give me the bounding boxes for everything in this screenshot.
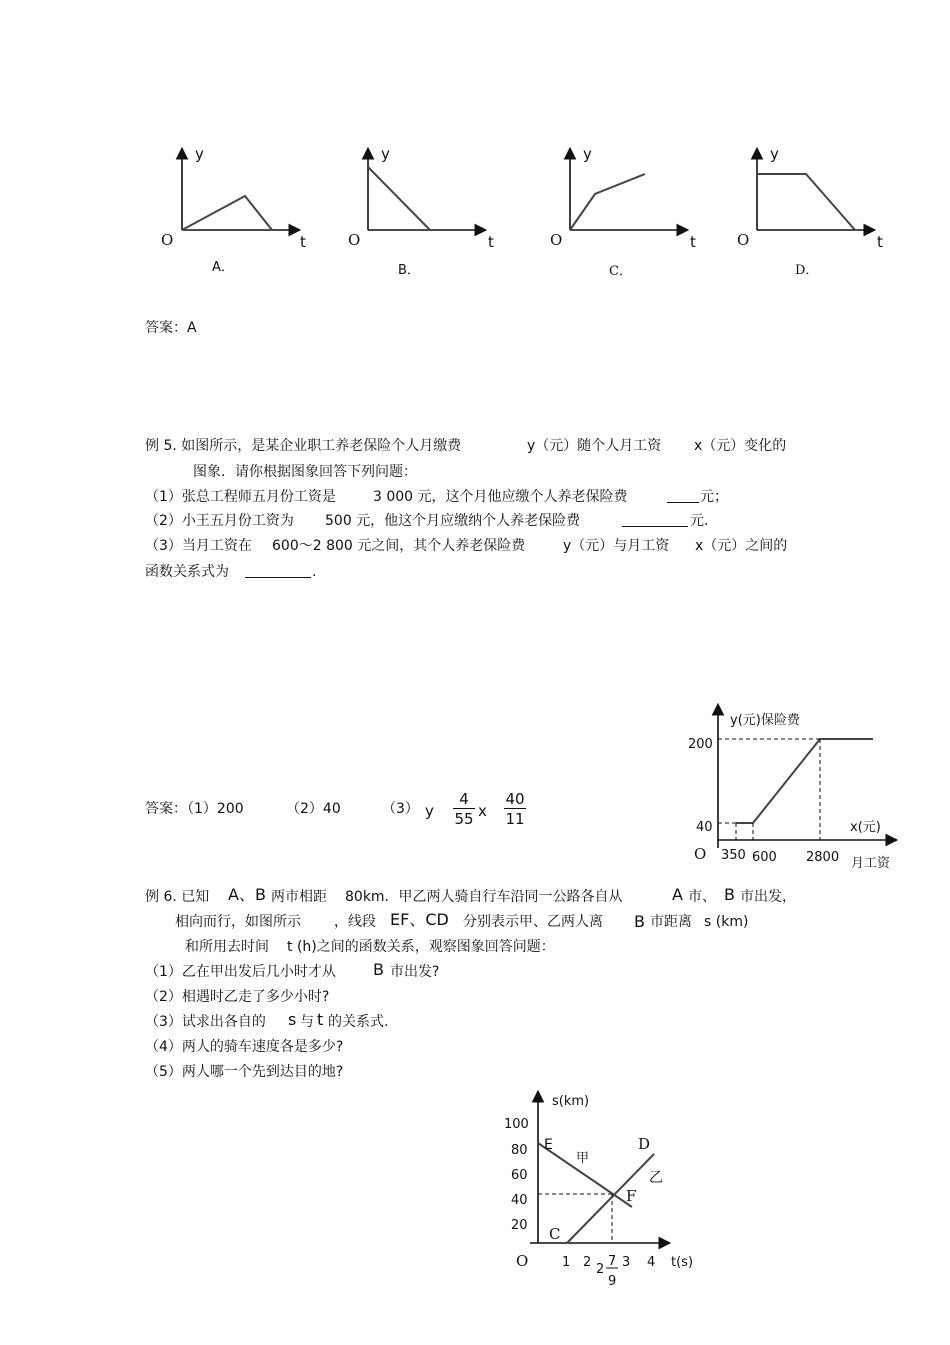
answer-5-y: y — [425, 802, 434, 820]
ytick-40: 40 — [696, 820, 713, 835]
graph-a — [161, 145, 306, 275]
ex6-l1g: B — [724, 885, 735, 904]
ex5-q3d: x（元）之间的 — [695, 538, 788, 554]
ex6-l3a: 和所用去时间 — [185, 939, 269, 955]
ex6-q2: （2）相遇时乙走了多少小时? — [145, 989, 330, 1005]
ex5-q3b: 600～2 800 元之间，其个人养老保险费 — [272, 538, 526, 554]
graph-c — [550, 145, 696, 279]
ex6-q3b: s — [288, 1010, 297, 1029]
xtick-600: 600 — [752, 850, 777, 865]
ex6-l2c: EF、CD — [390, 910, 449, 929]
origin-c: O — [550, 231, 563, 249]
distance-time-chart — [500, 1085, 740, 1295]
ex5-q2-blank — [622, 512, 688, 532]
label-jia: 甲 — [576, 1151, 590, 1166]
ex5-q3-blank — [245, 563, 311, 583]
ytick-80: 80 — [511, 1143, 528, 1158]
xtick-350: 350 — [721, 848, 746, 863]
option-b-label: B． — [398, 263, 420, 278]
ex5-q3a: （3）当月工资在 — [145, 538, 252, 554]
chart5-xname: 月工资 — [851, 856, 891, 871]
ex6-q3a: （3）试求出各自的 — [145, 1014, 266, 1030]
ex6-l1a: 例 6. 已知 — [145, 889, 210, 905]
chart6-ylabel: s(km) — [552, 1094, 590, 1109]
graph-b — [348, 145, 494, 278]
chart5-xlabel: x(元) — [850, 820, 881, 835]
answer-4: 答案：A — [145, 320, 197, 336]
ex5-q2a: （2）小王五月份工资为 — [145, 513, 294, 529]
ex6-l2e: B — [634, 912, 645, 931]
insurance-chart — [680, 700, 930, 880]
ex6-l2d: 分别表示甲、乙两人离 — [463, 914, 603, 930]
fraction-num: 40 — [505, 790, 525, 808]
answer-5-a3: （3） — [382, 801, 419, 817]
origin-b: O — [348, 231, 361, 249]
xtick-3: 3 — [622, 1255, 631, 1270]
ex6-q3c: 与 — [300, 1014, 314, 1030]
ex6-q1a: （1）乙在甲出发后几小时才从 — [145, 964, 336, 980]
fraction-4-55 — [453, 790, 475, 829]
ex6-l3b: t (h)之间的函数关系，观察图象回答问题： — [287, 939, 555, 955]
y-label-a: y — [195, 145, 204, 163]
ytick-200: 200 — [688, 737, 713, 752]
ex5-q3e: 函数关系式为 — [145, 564, 229, 580]
ex6-q3e: 的关系式. — [328, 1014, 389, 1030]
mixed-num: 7 — [608, 1254, 617, 1269]
option-d-label: D． — [795, 263, 819, 278]
fraction-den: 55 — [454, 810, 474, 828]
ex6-l1e: A — [672, 885, 683, 904]
xtick-2: 2 — [583, 1255, 592, 1270]
ex5-q1c: 元； — [700, 489, 728, 505]
ex6-q1b: B — [373, 960, 384, 979]
chart5-ylabel: y(元)保险费 — [730, 713, 800, 728]
ex6-l2f: 市距离 — [650, 914, 692, 930]
ex6-q5: （5）两人哪一个先到达目的地? — [145, 1064, 344, 1080]
point-c: C — [549, 1225, 561, 1243]
mixed-den: 9 — [608, 1274, 617, 1289]
chart5-origin: O — [694, 845, 707, 863]
fraction-den: 11 — [505, 810, 525, 828]
xtick-2800: 2800 — [806, 850, 840, 865]
ex6-l1d: 80km．甲乙两人骑自行车沿同一公路各自从 — [345, 889, 623, 905]
chart6-xlabel: t(s) — [671, 1255, 694, 1270]
origin-a: O — [161, 231, 174, 249]
option-graphs — [0, 0, 950, 300]
ex6-l1f: 市、 — [688, 889, 716, 905]
ex5-line1b: y（元）随个人月工资 — [527, 438, 662, 454]
ex6-l1c: 两市相距 — [271, 889, 327, 905]
ex5-q3c: y（元）与月工资 — [563, 538, 670, 554]
ex6-q1c: 市出发? — [390, 964, 440, 980]
answer-5-x: x — [478, 802, 487, 820]
ex5-q2b: 500 元，他这个月应缴纳个人养老保险费 — [325, 513, 581, 529]
ex6-l2b: ，线段 — [334, 914, 376, 930]
xtick-4: 4 — [647, 1255, 656, 1270]
xtick-1: 1 — [562, 1255, 571, 1270]
graph-d — [737, 145, 883, 278]
ex5-q3f: . — [312, 564, 317, 580]
y-label-d: y — [770, 145, 779, 163]
t-label-a: t — [300, 233, 306, 251]
ytick-60: 60 — [511, 1168, 528, 1183]
ex6-q4: （4）两人的骑车速度各是多少? — [145, 1039, 344, 1055]
origin-d: O — [737, 231, 750, 249]
ex5-q2c: 元. — [690, 513, 709, 529]
t-label-d: t — [877, 233, 883, 251]
point-d: D — [638, 1135, 651, 1153]
ex6-q3d: t — [317, 1010, 324, 1029]
t-label-b: t — [488, 233, 494, 251]
insurance-line — [736, 739, 873, 823]
ex5-q1-blank — [667, 488, 699, 508]
ex5-line1a: 例 5. 如图所示，是某企业职工养老保险个人月缴费 — [145, 438, 462, 454]
ytick-20: 20 — [511, 1218, 528, 1233]
t-label-c: t — [690, 233, 696, 251]
fraction-num: 4 — [453, 790, 475, 809]
ex6-l2g: s (km) — [704, 914, 749, 930]
option-c-label: C． — [609, 264, 632, 279]
ex5-line1c: x（元）变化的 — [694, 438, 787, 454]
ex5-q1a: （1）张总工程师五月份工资是 — [145, 489, 336, 505]
y-label-c: y — [583, 145, 592, 163]
ytick-100: 100 — [504, 1117, 529, 1132]
ex5-line2: 图象．请你根据图象回答下列问题： — [193, 464, 417, 480]
label-yi: 乙 — [649, 1170, 663, 1186]
answer-5-label: 答案：（1）200 — [145, 801, 244, 817]
ex6-l1h: 市出发， — [740, 889, 796, 905]
y-label-b: y — [381, 145, 390, 163]
line-cd — [567, 1154, 654, 1243]
ex6-l2a: 相向而行，如图所示 — [175, 914, 301, 930]
ex5-q1b: 3 000 元，这个月他应缴个人养老保险费 — [373, 489, 628, 505]
point-e: E — [544, 1137, 553, 1153]
mixed-whole: 2 — [596, 1262, 605, 1277]
ex6-l1b: A、B — [228, 885, 266, 904]
ytick-40: 40 — [511, 1193, 528, 1208]
option-a-label: A． — [212, 260, 234, 275]
fraction-40-11 — [504, 790, 526, 829]
answer-5-a2: （2）40 — [286, 801, 341, 817]
point-f: F — [626, 1187, 637, 1205]
chart6-origin: O — [516, 1252, 529, 1270]
